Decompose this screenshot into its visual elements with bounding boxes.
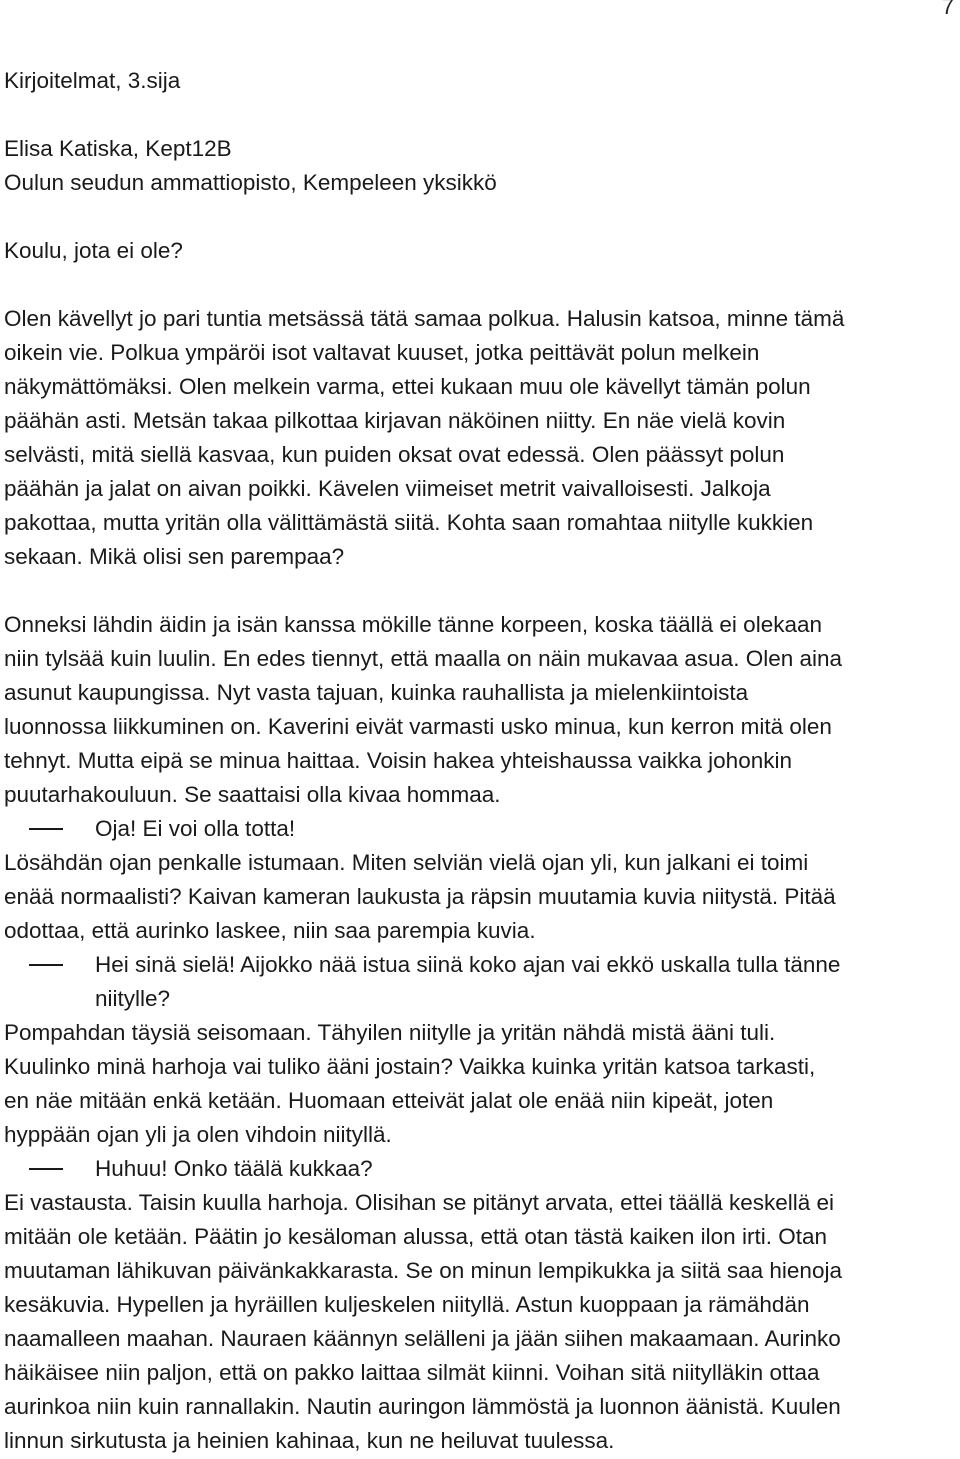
dialogue-text: Hei sinä sielä! Aijokko nää istua siinä koko ajan vai ekkö uskalla tulla tänne	[95, 952, 841, 977]
dialogue-line	[4, 948, 954, 982]
text-line: enää normaalisti? Kaivan kameran laukusta ja räpsin muutamia kuvia niitystä. Pitää	[4, 884, 836, 909]
paragraph-4	[4, 1016, 954, 1152]
dash-bullet	[29, 1168, 63, 1170]
author-school: Oulun seudun ammattiopisto, Kempeleen yksikkö	[4, 170, 497, 195]
dialogue-text: Oja! Ei voi olla totta!	[95, 816, 296, 841]
dialogue-text: niitylle?	[95, 986, 171, 1011]
text-line: Pompahdan täysiä seisomaan. Tähyilen niitylle ja yritän nähdä mistä ääni tuli.	[4, 1020, 776, 1045]
text-line: linnun sirkutusta ja heinien kahinaa, kun ne heiluvat tuulessa.	[4, 1428, 615, 1453]
dash-bullet	[29, 828, 63, 830]
text-line: selvästi, mitä siellä kasvaa, kun puiden oksat ovat edessä. Olen päässyt polun	[4, 442, 785, 467]
author-name: Elisa Katiska, Kept12B	[4, 136, 232, 161]
text-line: kesäkuvia. Hypellen ja hyräillen kuljeskelen niityllä. Astun kuoppaan ja rämähdän	[4, 1292, 810, 1317]
text-line: sekaan. Mikä olisi sen parempaa?	[4, 544, 345, 569]
text-line: hyppään ojan yli ja olen vihdoin niityllä.	[4, 1122, 392, 1147]
dialogue-line	[4, 812, 954, 846]
paragraph-2	[4, 608, 954, 812]
text-line: Kuulinko minä harhoja vai tuliko ääni jostain? Vaikka kuinka yritän katsoa tarkasti,	[4, 1054, 816, 1079]
dialogue-line	[4, 1152, 954, 1186]
text-line: pakottaa, mutta yritän olla välittämästä siitä. Kohta saan romahtaa niitylle kukkien	[4, 510, 814, 535]
spacer	[4, 574, 954, 608]
text-line: Lösähdän ojan penkalle istumaan. Miten selviän vielä ojan yli, kun jalkani ei toimi	[4, 850, 809, 875]
dash-bullet	[29, 964, 63, 966]
paragraph-1	[4, 302, 954, 574]
paragraph-5	[4, 1186, 954, 1458]
text-line: niin tylsää kuin luulin. En edes tiennyt, että maalla on näin mukavaa asua. Olen aina	[4, 646, 843, 671]
text-line: asunut kaupungissa. Nyt vasta tajuan, kuinka rauhallista ja mielenkiintoista	[4, 680, 749, 705]
text-line: en näe mitään enkä ketään. Huomaan etteivät jalat ole enää niin kipeät, joten	[4, 1088, 774, 1113]
text-line: naamalleen maahan. Nauraen käännyn selälleni ja jään siihen makaamaan. Aurinko	[4, 1326, 841, 1351]
spacer	[4, 268, 954, 302]
heading: Kirjoitelmat, 3.sija	[4, 68, 181, 93]
paragraph-3	[4, 846, 954, 948]
text-line: näkymättömäksi. Olen melkein varma, ettei kukaan muu ole kävellyt tämän polun	[4, 374, 811, 399]
text-line: luonnossa liikkuminen on. Kaverini eivät varmasti usko minua, kun kerron mitä olen	[4, 714, 832, 739]
essay-title: Koulu, jota ei ole?	[4, 238, 183, 263]
document-body	[4, 64, 954, 1458]
text-line: päähän asti. Metsän takaa pilkottaa kirjavan näköinen niitty. En näe vielä kovin	[4, 408, 786, 433]
text-line: mitään ole ketään. Päätin jo kesäloman alussa, että otan tästä kaiken ilon irti. Otan	[4, 1224, 827, 1249]
text-line: Olen kävellyt jo pari tuntia metsässä tätä samaa polkua. Halusin katsoa, minne tämä	[4, 306, 845, 331]
spacer	[4, 98, 954, 132]
text-line: muutaman lähikuvan päivänkakkarasta. Se on minun lempikukka ja siitä saa hienoja	[4, 1258, 842, 1283]
dialogue-text: Huhuu! Onko täälä kukkaa?	[95, 1156, 373, 1181]
text-line: aurinkoa niin kuin rannallakin. Nautin auringon lämmöstä ja luonnon äänistä. Kuulen	[4, 1394, 841, 1419]
text-line: odottaa, että aurinko laskee, niin saa parempia kuvia.	[4, 918, 536, 943]
text-line: päähän ja jalat on aivan poikki. Kävelen viimeiset metrit vaivalloisesti. Jalkoja	[4, 476, 771, 501]
page-number: 7	[941, 0, 954, 19]
text-line: oikein vie. Polkua ympäröi isot valtavat kuuset, jotka peittävät polun melkein	[4, 340, 760, 365]
text-line: tehnyt. Mutta eipä se minua haittaa. Voisin hakea yhteishaussa vaikka johonkin	[4, 748, 792, 773]
text-line: Onneksi lähdin äidin ja isän kanssa mökille tänne korpeen, koska täällä ei olekaan	[4, 612, 822, 637]
text-line: puutarhakouluun. Se saattaisi olla kivaa hommaa.	[4, 782, 501, 807]
spacer	[4, 200, 954, 234]
text-line: häikäisee niin paljon, että on pakko laittaa silmät kiinni. Voihan sitä niitylläkin ottaa	[4, 1360, 820, 1385]
text-line: Ei vastausta. Taisin kuulla harhoja. Olisihan se pitänyt arvata, ettei täällä keskellä ei	[4, 1190, 835, 1215]
dialogue-line-continued	[4, 982, 954, 1016]
